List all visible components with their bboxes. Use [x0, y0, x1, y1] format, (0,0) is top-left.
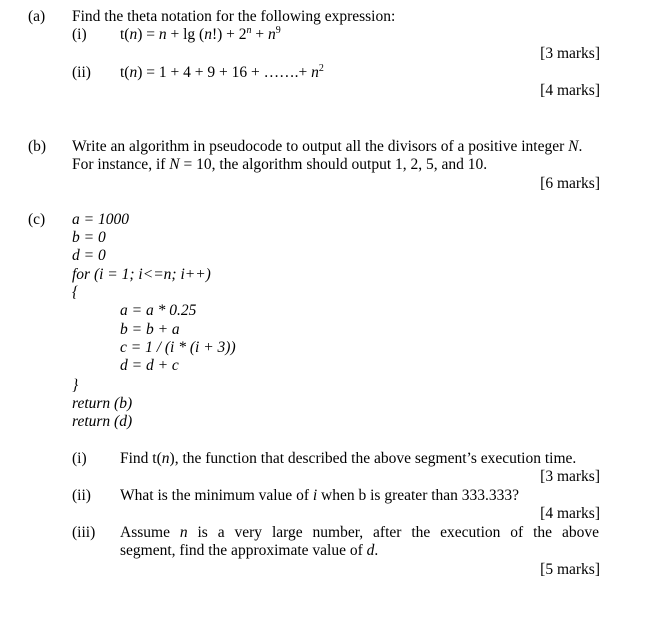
- code-return-1: return (b): [72, 395, 133, 412]
- code-close-brace: }: [72, 377, 79, 394]
- part-a-label: (a): [28, 8, 46, 25]
- part-c-i-label: (i): [72, 450, 87, 467]
- part-c-label: (c): [28, 211, 46, 228]
- part-a-ii-marks: [4 marks]: [540, 82, 600, 99]
- code-return-2: return (d): [72, 413, 133, 430]
- part-a-ii-expression: t(n) = 1 + 4 + 9 + 16 + …….+ $n^2$: [120, 63, 324, 81]
- part-c-iii-marks: [5 marks]: [540, 561, 600, 578]
- code-body-4: d = d + c: [120, 357, 179, 374]
- part-c-iii-line-1: Assume n is a very large number, after the execution of the above: [120, 524, 599, 541]
- part-c-ii-text: What is the minimum value of i when b is greater than 333.333?: [120, 487, 520, 504]
- part-a-i-expression: $t(n) = n + \lg (n!) + 2^n + n^9$: [120, 25, 281, 43]
- part-b-marks: [6 marks]: [540, 175, 600, 192]
- part-c-ii-label: (ii): [72, 487, 91, 504]
- code-line-1: a = 1000: [72, 211, 129, 228]
- code-line-2: b = 0: [72, 229, 106, 246]
- part-b-line-1: Write an algorithm in pseudocode to output all the divisors of a positive integer N.: [72, 138, 583, 155]
- code-line-4: for (i = 1; i<=n; i++): [72, 266, 211, 283]
- part-c-i-marks: [3 marks]: [540, 468, 600, 485]
- part-c-ii-marks: [4 marks]: [540, 505, 600, 522]
- part-b-label: (b): [28, 138, 47, 155]
- code-body-1: a = a * 0.25: [120, 302, 197, 319]
- part-c-iii-line-2: segment, find the approximate value of d.: [120, 542, 379, 559]
- part-c-i-text: Find t(n), the function that described the above segment’s execution time.: [120, 450, 577, 467]
- part-a-question: Find the theta notation for the following expression:: [72, 8, 396, 25]
- part-b-line-2: For instance, if N = 10, the algorithm should output 1, 2, 5, and 10.: [72, 156, 488, 173]
- part-a-i-marks: [3 marks]: [540, 45, 600, 62]
- code-line-3: d = 0: [72, 247, 106, 264]
- code-open-brace: {: [72, 284, 79, 301]
- part-c-iii-label: (iii): [72, 524, 96, 541]
- code-body-3: c = 1 / (i * (i + 3)): [120, 339, 236, 356]
- part-a-i-label: (i): [72, 26, 87, 43]
- code-body-2: b = b + a: [120, 321, 180, 338]
- part-a-ii-label: (ii): [72, 64, 91, 81]
